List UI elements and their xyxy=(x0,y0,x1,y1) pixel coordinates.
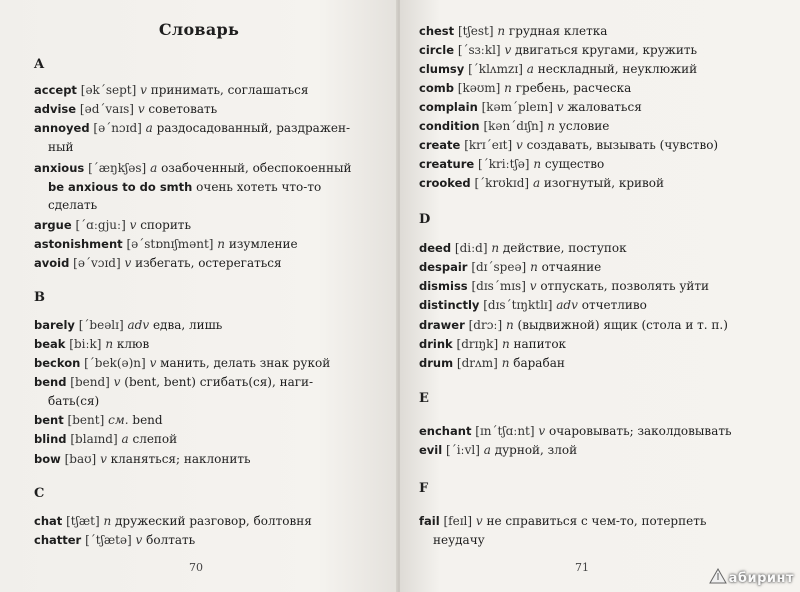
entry-anxious: anxious [΄æŋkʃəs] a озабоченный, обеспокоенный xyxy=(34,161,352,175)
entry-bend-cont: бать(ся) xyxy=(48,394,100,408)
section-letter-b: B xyxy=(34,290,45,305)
section-letter-e: E xyxy=(419,391,429,406)
section-letter-c: C xyxy=(34,486,45,501)
entry-annoyed-cont: ный xyxy=(48,140,74,154)
entry-blind: blind [blaɪnd] a слепой xyxy=(34,432,178,446)
entry-dismiss: dismiss [dɪs΄mɪs] v отпускать, позволять уйти xyxy=(419,279,710,293)
entry-chest: chest [tʃest] n грудная клетка xyxy=(419,24,608,38)
page-number-right: 71 xyxy=(575,561,589,574)
entry-comb: comb [kəʊm] n гребень, расческа xyxy=(419,81,632,95)
entry-chatter: chatter [΄tʃætə] v болтать xyxy=(34,533,196,547)
entry-condition: condition [kən΄dɪʃn] n условие xyxy=(419,119,610,133)
section-letter-f: F xyxy=(419,481,429,496)
entry-drum: drum [drʌm] n барабан xyxy=(419,356,565,370)
entry-argue: argue [΄ɑːgjuː] v спорить xyxy=(34,218,191,232)
entry-fail-cont: неудачу xyxy=(433,533,485,547)
entry-deed: deed [diːd] n действие, поступок xyxy=(419,241,627,255)
entry-evil: evil [΄iːvl] a дурной, злой xyxy=(419,443,578,457)
entry-bend: bend [bend] v (bent, bent) сгибать(ся), наги- xyxy=(34,375,314,389)
entry-circle: circle [΄sɜːkl] v двигаться кругами, кружить xyxy=(419,43,698,57)
entry-accept: accept [ək΄sept] v принимать, соглашаться xyxy=(34,83,309,97)
entry-advise: advise [əd΄vaɪs] v советовать xyxy=(34,102,218,116)
entry-anxious-phrase: be anxious to do smth очень хотеть что-то xyxy=(48,180,322,194)
entry-beak: beak [biːk] n клюв xyxy=(34,337,150,351)
entry-bent: bent [bent] см. bend xyxy=(34,413,163,427)
entry-complain: complain [kəm΄pleɪn] v жаловаться xyxy=(419,100,642,114)
left-page xyxy=(0,0,398,592)
entry-create: create [krɪ΄eɪt] v создавать, вызывать (чувство) xyxy=(419,138,719,152)
watermark-logo: абиринт xyxy=(709,568,794,586)
entry-clumsy: clumsy [΄klʌmzɪ] a нескладный, неуклюжий xyxy=(419,62,698,76)
entry-anxious-cont: сделать xyxy=(48,198,98,212)
page-number-left: 70 xyxy=(189,561,203,574)
entry-annoyed: annoyed [ə΄nɔɪd] a раздосадованный, раздражен- xyxy=(34,121,351,135)
labyrinth-logo-icon xyxy=(709,568,727,584)
entry-beckon: beckon [΄bek(ə)n] v манить, делать знак рукой xyxy=(34,356,331,370)
section-letter-d: D xyxy=(419,212,431,227)
entry-astonishment: astonishment [ə΄stɒnɪʃmənt] n изумление xyxy=(34,237,298,251)
entry-bow: bow [baʊ] v кланяться; наклонить xyxy=(34,452,251,466)
right-page xyxy=(400,0,800,592)
entry-despair: despair [dɪ΄speə] n отчаяние xyxy=(419,260,602,274)
entry-distinctly: distinctly [dɪs΄tɪŋktlɪ] adv отчетливо xyxy=(419,298,647,312)
entry-fail: fail [feɪl] v не справиться с чем-то, потерпеть xyxy=(419,514,707,528)
entry-enchant: enchant [ɪn΄tʃɑːnt] v очаровывать; заколдовывать xyxy=(419,424,732,438)
entry-avoid: avoid [ə΄vɔɪd] v избегать, остерегаться xyxy=(34,256,282,270)
entry-drink: drink [drɪŋk] n напиток xyxy=(419,337,567,351)
entry-crooked: crooked [΄krʊkɪd] a изогнутый, кривой xyxy=(419,176,665,190)
entry-creature: creature [΄kriːtʃə] n существо xyxy=(419,157,605,171)
page-title: Словарь xyxy=(158,20,240,39)
entry-barely: barely [΄beəlɪ] adv едва, лишь xyxy=(34,318,223,332)
entry-drawer: drawer [drɔː] n (выдвижной) ящик (стола и т. п.) xyxy=(419,318,728,332)
section-letter-a: A xyxy=(34,57,45,72)
entry-chat: chat [tʃæt] n дружеский разговор, болтовня xyxy=(34,514,312,528)
